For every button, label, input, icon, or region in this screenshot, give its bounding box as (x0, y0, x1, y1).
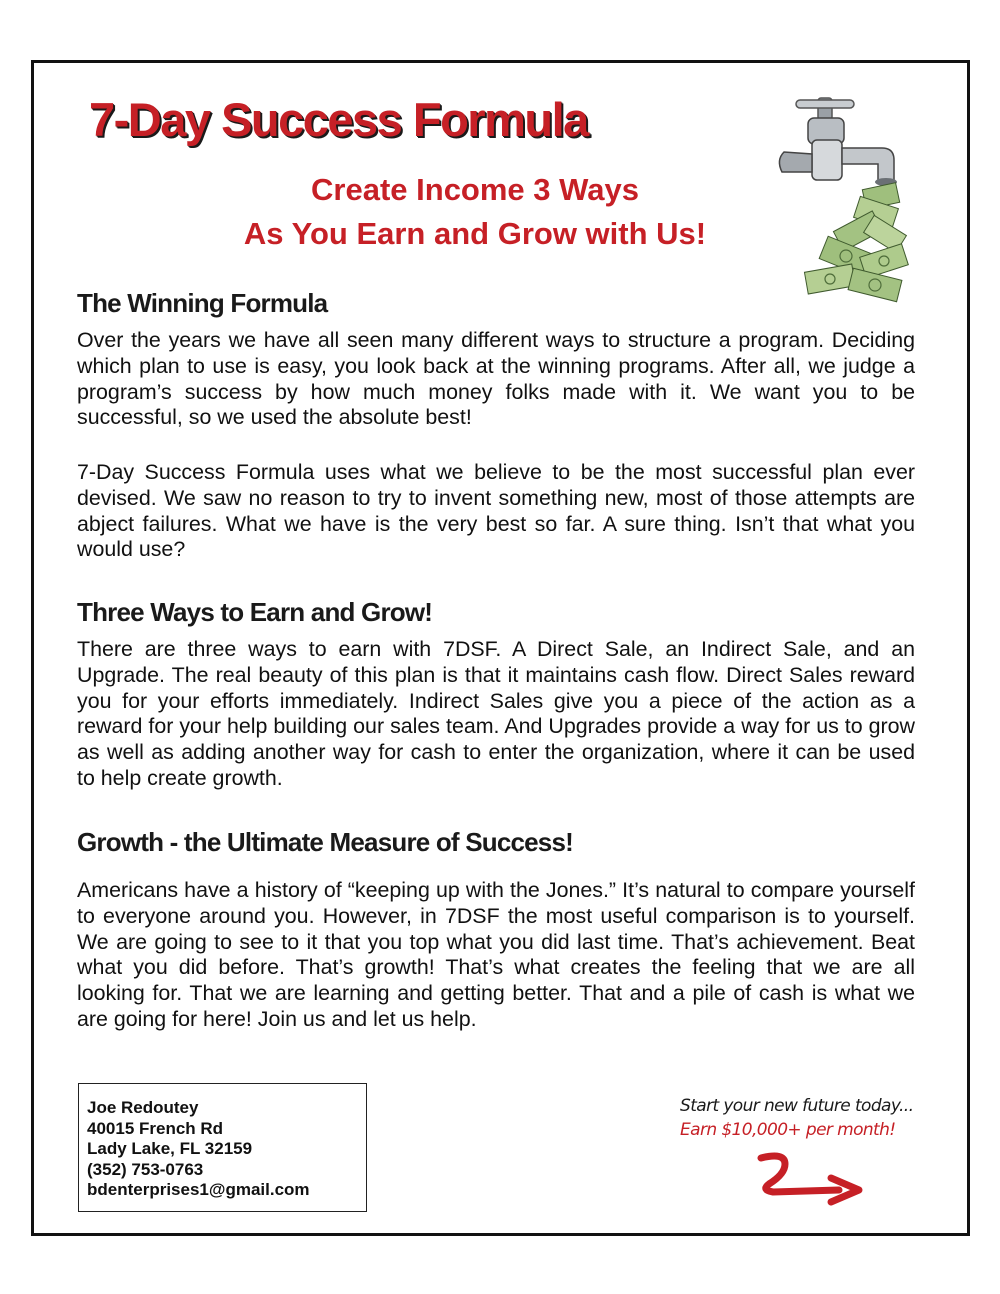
curved-arrow-icon (755, 1150, 865, 1208)
page-subtitle (180, 168, 770, 256)
section-heading-winning-formula: The Winning Formula (77, 288, 328, 318)
subtitle-line-1: Create Income 3 Ways (311, 172, 639, 207)
contact-street: 40015 French Rd (87, 1118, 224, 1138)
section-heading-growth: Growth - the Ultimate Measure of Success! (77, 827, 573, 857)
contact-phone: (352) 753-0763 (87, 1159, 204, 1179)
section-paragraph: There are three ways to earn with 7DSF. A Direct Sale, an Indirect Sale, and an Upgrade. The real beauty of this plan is that it maintains cash flow. Direct Sales reward you for your efforts immediately. Indirect Sales give you a piece of the action as a reward for your help building our sales team. And Upgrades provide a way for us to grow as well as adding another way for cash to enter the organization, where it can be used to help create growth. (77, 637, 915, 790)
section-paragraph: Americans have a history of “keeping up with the Jones.” It’s natural to compare yourself to everyone around you. However, in 7DSF the most useful comparison is to yourself. We are going to see to it that you top what you did last time. That’s achievement. Beat what you did before. That’s growth! That’s what creates the feeling that we are all looking for. That we are learning and getting better. That and a pile of cash is what we are going for here! Join us and let us help. (77, 878, 915, 1031)
contact-name: Joe Redoutey (87, 1098, 199, 1117)
call-to-action (680, 1094, 913, 1142)
section-heading-three-ways: Three Ways to Earn and Grow! (77, 597, 433, 627)
subtitle-line-2: As You Earn and Grow with Us! (243, 216, 707, 251)
page-title: 7-Day Success Formula (89, 93, 588, 146)
section-paragraph: Over the years we have all seen many different ways to structure a program. Deciding which plan to use is easy, you look back at the winning programs. After all, we judge a program’s success by how much money folks made with it. We want you to be successful, so we used the absolute best! (77, 328, 915, 430)
contact-box (78, 1083, 367, 1212)
contact-city: Lady Lake, FL 32159 (87, 1139, 253, 1158)
section-paragraph: 7-Day Success Formula uses what we believe to be the most successful plan ever devised. We saw no reason to try to invent something new, most of those attempts are abject failures. What we have is the very best so far. A sure thing. Isn’t that what you would use? (77, 460, 915, 562)
cta-line-2: Earn $10,000+ per month! (680, 1120, 896, 1140)
cta-line-1: Start your new future today... (680, 1096, 914, 1116)
faucet-with-money-icon (766, 94, 916, 304)
contact-email: bdenterprises1@gmail.com (87, 1180, 310, 1199)
